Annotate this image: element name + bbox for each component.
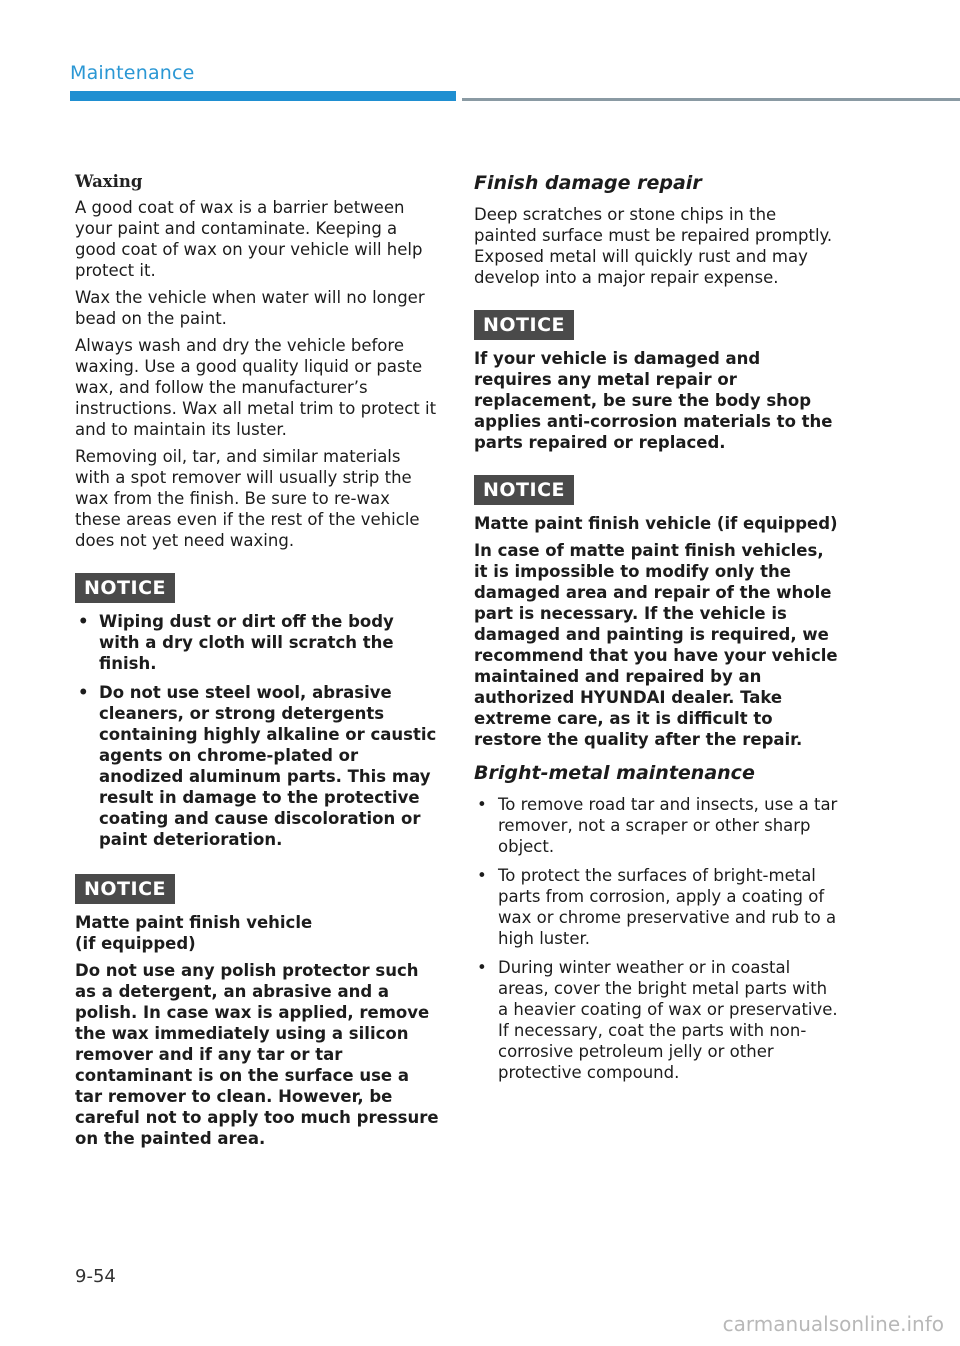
waxing-paragraph: A good coat of wax is a barrier between your paint and contaminate. Keeping a good coat of wax on your vehicle will help protect it. (75, 198, 423, 280)
finish-damage-heading: Finish damage repair (474, 172, 702, 194)
page-number: 9-54 (75, 1266, 116, 1287)
notice-label: NOTICE (474, 310, 574, 340)
waxing-heading: Waxing (75, 172, 143, 191)
bright-metal-item: • To protect the surfaces of bright-metal parts from corrosion, apply a coating of wax or chrome preservative and rub to a high luster. (474, 865, 838, 949)
notice-list-item: • Wiping dust or dirt off the body with a dry cloth will scratch the finish. (75, 611, 439, 674)
header-bar-accent (70, 91, 456, 101)
notice-list-item: • Do not use steel wool, abrasive cleaners, or strong detergents containing highly alkaline or caustic agents on chrome-plated or anodized aluminum parts. This may result in damage to the protective coating and cause discoloration or paint deterioration. (75, 682, 439, 850)
bright-metal-heading: Bright-metal maintenance (474, 762, 755, 784)
notice-anticorrosion (474, 348, 838, 453)
notice-label: NOTICE (474, 475, 574, 505)
header-bar-line (462, 98, 960, 101)
notice-list (75, 611, 439, 850)
notice-label: NOTICE (75, 573, 175, 603)
waxing-paragraph: Removing oil, tar, and similar materials with a spot remover will usually strip the wax from the finish. Be sure to re-wax these areas even if the rest of the vehicle does not yet need waxing. (75, 447, 420, 550)
bright-metal-item: • To remove road tar and insects, use a tar remover, not a scraper or other sharp object. (474, 794, 838, 857)
notice-body: Do not use any polish protector such as a detergent, an abrasive and a polish. In case wax is applied, remove the wax immediately using a silicon remover and if any tar or tar contaminant is on the surface use a tar remover to clean. However, be careful not to apply too much pressure on the painted area. (75, 961, 439, 1148)
notice-matte-left (75, 912, 439, 1149)
finish-damage-text: Deep scratches or stone chips in the painted surface must be repaired promptly. Exposed metal will quickly rust and may develop into a major repair expense. (474, 205, 833, 287)
waxing-paragraph: Always wash and dry the vehicle before waxing. Use a good quality liquid or paste wax, and follow the manufacturer’s instructions. Wax all metal trim to protect it and to maintain its luster. (75, 336, 437, 439)
notice-title: Matte paint finish vehicle (if equipped) (474, 514, 838, 533)
bright-metal-list (474, 794, 838, 1083)
bright-metal-item: • During winter weather or in coastal areas, cover the bright metal parts with a heavier coating of wax or preservative. If necessary, coat the parts with non-corrosive petroleum jelly or other protective compound. (474, 957, 838, 1083)
notice-title: Matte paint finish vehicle (if equipped) (75, 913, 313, 953)
notice-body: In case of matte paint finish vehicles, it is impossible to modify only the damaged area and repair of the whole part is necessary. If the vehicle is damaged and painting is required, we recommend that you have your vehicle maintained and repaired by an authorized HYUNDAI dealer. Take extreme care, as it is difficult to restore the quality after the repair. (474, 541, 838, 749)
section-title: Maintenance (70, 62, 195, 84)
notice-label: NOTICE (75, 874, 175, 904)
left-column (75, 172, 439, 1155)
notice-body: If your vehicle is damaged and requires any metal repair or replacement, be sure the body shop applies anti-corrosion materials to the parts repaired or replaced. (474, 349, 833, 452)
right-column (474, 172, 838, 1091)
waxing-paragraph: Wax the vehicle when water will no longer bead on the paint. (75, 288, 425, 328)
notice-matte-right (474, 513, 838, 750)
watermark: carmanualsonline.info (722, 1312, 944, 1336)
